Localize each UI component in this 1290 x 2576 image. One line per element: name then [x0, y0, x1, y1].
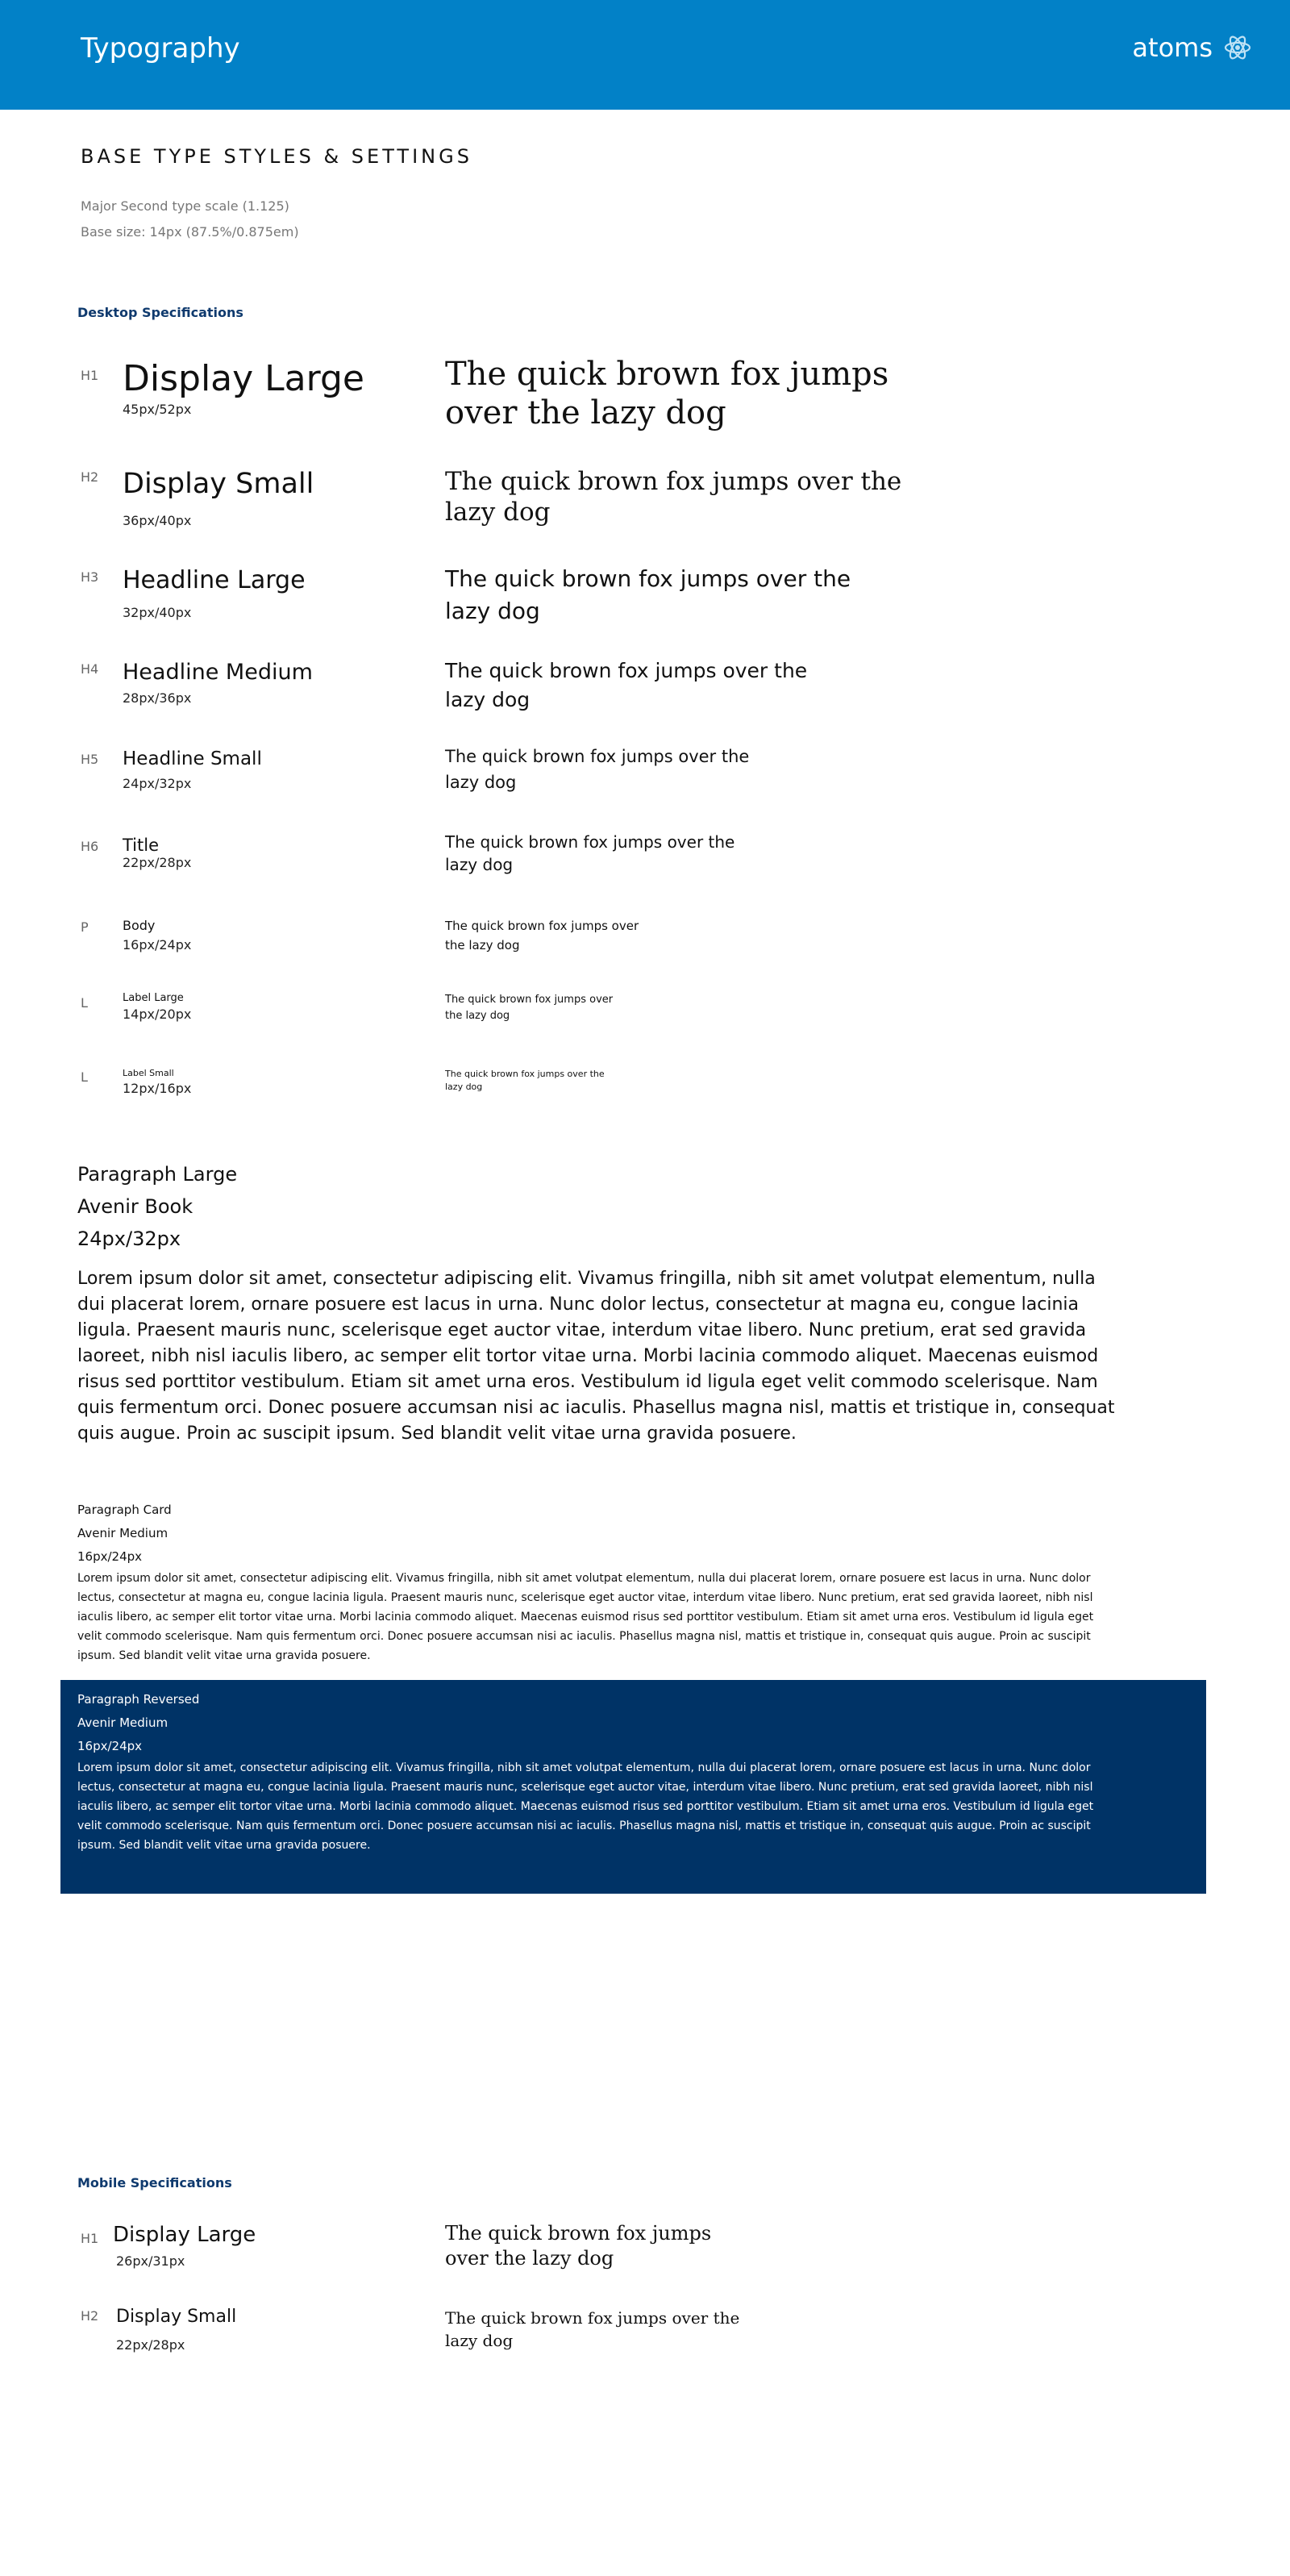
brand-name: atoms: [1132, 32, 1213, 63]
type-name: Label Large: [123, 992, 184, 1004]
type-size: 24px/32px: [123, 776, 192, 791]
type-name: Headline Large: [123, 566, 306, 594]
type-name: Headline Small: [123, 748, 262, 769]
type-tag: H5: [81, 752, 99, 767]
paragraph-size: 16px/24px: [77, 1549, 143, 1564]
type-tag: P: [81, 919, 89, 935]
type-size: 12px/16px: [123, 1081, 192, 1096]
type-name: Headline Medium: [123, 660, 313, 685]
type-sample: The quick brown fox jumps over the lazy dog: [445, 2222, 712, 2270]
paragraph-name: Paragraph Large: [77, 1163, 238, 1186]
brand[interactable]: [1132, 32, 1251, 63]
type-tag: H2: [81, 469, 99, 485]
type-size: 28px/36px: [123, 690, 192, 706]
type-tag: H1: [81, 368, 99, 383]
type-sample: The quick brown fox jumps over the lazy dog: [445, 467, 902, 527]
page-header: [0, 0, 1290, 110]
type-name: Display Small: [116, 2307, 237, 2327]
type-name: Display Small: [123, 468, 314, 500]
paragraph-size: 24px/32px: [77, 1228, 181, 1250]
paragraph-name: Paragraph Card: [77, 1503, 172, 1517]
mobile-spec-label: Mobile Specifications: [77, 2175, 232, 2190]
type-size: 22px/28px: [116, 2337, 185, 2353]
type-name: Display Large: [113, 2223, 256, 2247]
paragraph-font: Avenir Book: [77, 1195, 194, 1218]
type-scale-note: Major Second type scale (1.125): [81, 198, 289, 214]
type-size: 16px/24px: [123, 937, 192, 952]
paragraph-font: Avenir Medium: [77, 1526, 169, 1540]
type-size: 36px/40px: [123, 513, 192, 528]
paragraph-font: Avenir Medium: [77, 1715, 169, 1730]
desktop-spec-label: Desktop Specifications: [77, 305, 243, 320]
type-name: Title: [123, 836, 160, 855]
type-sample: The quick brown fox jumps over the lazy dog: [445, 832, 735, 874]
type-tag: L: [81, 1069, 88, 1085]
type-name: Display Large: [123, 358, 364, 399]
type-name: Body: [123, 918, 156, 933]
type-tag: L: [81, 995, 88, 1011]
type-tag: H6: [81, 839, 99, 854]
type-sample: The quick brown fox jumps over the lazy dog: [445, 1069, 605, 1092]
type-size: 32px/40px: [123, 605, 192, 620]
type-size: 14px/20px: [123, 1007, 192, 1022]
section-heading: BASE TYPE STYLES & SETTINGS: [81, 145, 472, 168]
type-size: 26px/31px: [116, 2253, 185, 2269]
type-sample: The quick brown fox jumps over the lazy dog: [445, 565, 851, 624]
type-name: Label Small: [123, 1068, 174, 1078]
type-sample: The quick brown fox jumps over the lazy dog: [445, 919, 639, 952]
paragraph-text: Lorem ipsum dolor sit amet, consectetur adipiscing elit. Vivamus fringilla, nibh sit amet volutpat elementum, nulla dui placerat lorem, ornare posuere est lacus in urna. Nunc dolor lectus, consectetur at magna eu, congue lacinia ligula. Praesent mauris nunc, scelerisque eget auctor vitae, interdum vitae libero. Nunc pretium, erat sed gravida laoreet, nibh nisl iaculis libero, ac semper elit tortor vitae urna. Morbi lacinia commodo aliquet. Maecenas euismod risus sed porttitor vestibulum. Etiam sit amet urna eros. Vestibulum id ligula eget velit commodo scelerisque. Nam quis fermentum orci. Donec posuere accumsan nisi ac iaculis. Phasellus magna nisl, mattis et tristique in, consequat quis augue. Proin ac suscipit ipsum. Sed blandit velit vitae urna gravida posuere.: [77, 1572, 1094, 1662]
atom-icon: [1224, 34, 1251, 61]
paragraph-text: Lorem ipsum dolor sit amet, consectetur adipiscing elit. Vivamus fringilla, nibh sit amet volutpat elementum, nulla dui placerat lorem, ornare posuere est lacus in urna. Nunc dolor lectus, consectetur at magna eu, congue lacinia ligula. Praesent mauris nunc, scelerisque eget auctor vitae, interdum vitae libero. Nunc pretium, erat sed gravida laoreet, nibh nisl iaculis libero, ac semper elit tortor vitae urna. Morbi lacinia commodo aliquet. Maecenas euismod risus sed porttitor vestibulum. Etiam sit amet urna eros. Vestibulum id ligula eget velit commodo scelerisque. Nam quis fermentum orci. Donec posuere accumsan nisi ac iaculis. Phasellus magna nisl, mattis et tristique in, consequat quis augue. Proin ac suscipit ipsum. Sed blandit velit vitae urna gravida posuere.: [77, 1269, 1115, 1444]
page-title: Typography: [81, 32, 240, 65]
base-size-note: Base size: 14px (87.5%/0.875em): [81, 224, 299, 240]
paragraph-size: 16px/24px: [77, 1739, 143, 1753]
type-tag: H3: [81, 569, 99, 585]
paragraph-name: Paragraph Reversed: [77, 1692, 200, 1707]
type-size: 22px/28px: [123, 855, 192, 870]
type-sample: The quick brown fox jumps over the lazy dog: [445, 356, 889, 431]
paragraph-large-block: [77, 1158, 1117, 1447]
type-tag: H1: [81, 2231, 99, 2246]
type-sample: The quick brown fox jumps over the lazy dog: [445, 659, 808, 711]
type-tag: H2: [81, 2308, 99, 2324]
paragraph-reversed-panel: [60, 1680, 1206, 1894]
type-sample: The quick brown fox jumps over the lazy dog: [445, 994, 614, 1022]
type-sample: The quick brown fox jumps over the lazy dog: [445, 747, 750, 792]
paragraph-text: Lorem ipsum dolor sit amet, consectetur adipiscing elit. Vivamus fringilla, nibh sit amet volutpat elementum, nulla dui placerat lorem, ornare posuere est lacus in urna. Nunc dolor lectus, consectetur at magna eu, congue lacinia ligula. Praesent mauris nunc, scelerisque eget auctor vitae, interdum vitae libero. Nunc pretium, erat sed gravida laoreet, nibh nisl iaculis libero, ac semper elit tortor vitae urna. Morbi lacinia commodo aliquet. Maecenas euismod risus sed porttitor vestibulum. Etiam sit amet urna eros. Vestibulum id ligula eget velit commodo scelerisque. Nam quis fermentum orci. Donec posuere accumsan nisi ac iaculis. Phasellus magna nisl, mattis et tristique in, consequat quis augue. Proin ac suscipit ipsum. Sed blandit velit vitae urna gravida posuere.: [77, 1761, 1094, 1852]
paragraph-reversed-block: [77, 1688, 1117, 1855]
type-tag: H4: [81, 661, 99, 677]
paragraph-card-block: [77, 1498, 1117, 1665]
type-sample: The quick brown fox jumps over the lazy dog: [445, 2308, 740, 2350]
type-size: 45px/52px: [123, 402, 192, 417]
